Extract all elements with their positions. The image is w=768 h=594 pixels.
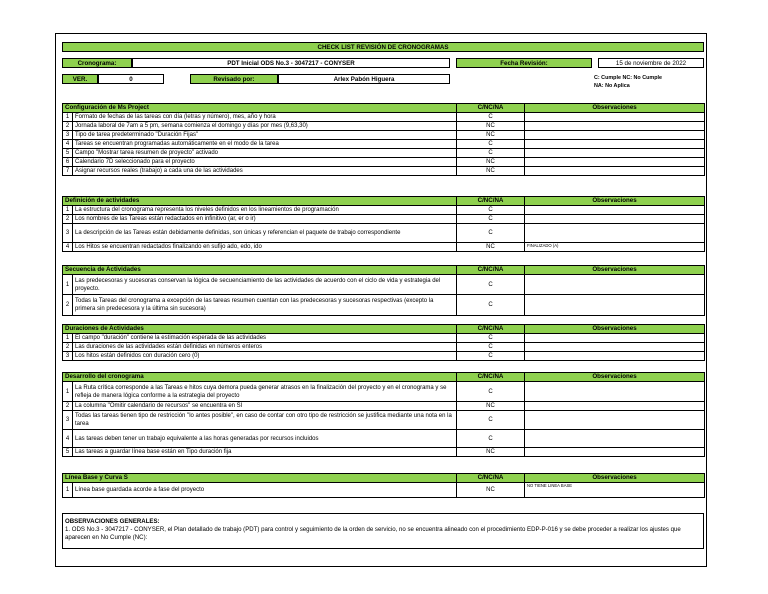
checklist-row: [63, 430, 705, 448]
row-observation: [525, 206, 705, 215]
checklist-row: [63, 243, 705, 252]
checklist-row: [63, 206, 705, 215]
section-header: [63, 373, 705, 382]
row-number: 2: [63, 343, 73, 352]
row-observation: [525, 158, 705, 167]
section-table: [62, 196, 705, 252]
observations-column-header: Observaciones: [525, 104, 705, 113]
row-status: C: [457, 343, 525, 352]
row-criterion: Jornada laboral de 7am a 5 pm, semana comienza el domingo y días por mes (9,63,30): [73, 122, 457, 131]
row-number: 4: [63, 140, 73, 149]
row-criterion: Los hitos están definidos con duración cero (0): [73, 352, 457, 361]
observations-column-header: Observaciones: [525, 197, 705, 206]
cronograma-value: PDT Inicial ODS No.3 - 3047217 - CONYSER: [132, 58, 450, 68]
checklist-title: CHECK LIST REVISIÓN DE CRONOGRAMAS: [62, 42, 704, 52]
row-criterion: La descripción de las Tareas están debidamente definidas, son únicas y referencian el paquete de trabajo correspondiente: [73, 224, 457, 243]
row-criterion: Línea base guardada acorde a fase del proyecto: [73, 483, 457, 498]
row-status: NC: [457, 483, 525, 498]
status-column-header: C/NC/NA: [457, 373, 525, 382]
section-table: [62, 324, 705, 361]
row-number: 2: [63, 215, 73, 224]
status-column-header: C/NC/NA: [457, 474, 525, 483]
status-column-header: C/NC/NA: [457, 266, 525, 275]
checklist-row: [63, 448, 705, 457]
row-status: C: [457, 140, 525, 149]
row-observation: [525, 402, 705, 411]
checklist-row: [63, 343, 705, 352]
row-criterion: Calendario 7D seleccionado para el proyecto: [73, 158, 457, 167]
row-criterion: Tareas se encuentran programadas automáticamente en el modo de la tarea: [73, 140, 457, 149]
checklist-row: [63, 140, 705, 149]
row-number: 3: [63, 411, 73, 430]
row-number: 4: [63, 243, 73, 252]
observations-column-header: Observaciones: [525, 325, 705, 334]
section-header: [63, 266, 705, 275]
checklist-row: [63, 334, 705, 343]
row-number: 6: [63, 158, 73, 167]
checklist-row: [63, 131, 705, 140]
row-status: C: [457, 352, 525, 361]
section-title: Duraciones de Actividades: [63, 325, 457, 334]
row-criterion: Las tareas deben tener un trabajo equivalente a las horas generadas por recursos incluidos: [73, 430, 457, 448]
row-criterion: La estructura del cronograma representa los niveles definidos en los lineamientos de programación: [73, 206, 457, 215]
row-number: 1: [63, 113, 73, 122]
status-column-header: C/NC/NA: [457, 104, 525, 113]
row-observation: [525, 122, 705, 131]
row-number: 1: [63, 483, 73, 498]
section-header: [63, 104, 705, 113]
row-observation: [525, 275, 705, 295]
row-criterion: Las predecesoras y sucesoras conservan la lógica de secuenciamiento de las actividades de acuerdo con el ciclo de vida y estrategia del proyecto.: [73, 275, 457, 295]
row-observation: FINALIZADO (A): [525, 243, 705, 252]
legend-line-1: C: Cumple NC: No Cumple: [594, 75, 662, 81]
version-value: 0: [98, 74, 164, 84]
row-criterion: Todas las tareas tienen tipo de restricción "lo antes posible", en caso de contar con otro tipo de restricción se justifica mediante una nota en la tarea: [73, 411, 457, 430]
section-title: Desarrollo del cronograma: [63, 373, 457, 382]
row-number: 5: [63, 448, 73, 457]
row-number: 3: [63, 131, 73, 140]
row-observation: [525, 140, 705, 149]
checklist-row: [63, 224, 705, 243]
row-observation: NO TIENE LINEA BASE: [525, 483, 705, 498]
checklist-row: [63, 167, 705, 176]
row-criterion: La columna "Omitir calendario de recursos" se encuentra en SI: [73, 402, 457, 411]
row-status: C: [457, 430, 525, 448]
row-status: NC: [457, 122, 525, 131]
row-observation: [525, 334, 705, 343]
row-status: NC: [457, 131, 525, 140]
checklist-row: [63, 352, 705, 361]
version-label: VER.: [62, 74, 98, 84]
checklist-row: [63, 158, 705, 167]
row-number: 7: [63, 167, 73, 176]
row-status: C: [457, 113, 525, 122]
row-observation: [525, 430, 705, 448]
general-observations-title: OBSERVACIONES GENERALES:: [65, 518, 160, 525]
checklist-row: [63, 149, 705, 158]
revisado-por-label: Revisado por:: [190, 74, 278, 84]
row-criterion: La Ruta crítica corresponde a las Tareas e hitos cuya demora pueda generar atrasos en la finalización del proyecto y en el cronograma y se refleja de manera lógica conforme a la estrategia del proyecto: [73, 382, 457, 402]
row-status: C: [457, 149, 525, 158]
row-number: 4: [63, 430, 73, 448]
row-number: 1: [63, 382, 73, 402]
checklist-row: [63, 113, 705, 122]
row-criterion: Los nombres de las Tareas están redactados en infinitivo (ar, er o ir): [73, 215, 457, 224]
row-criterion: Tipo de tarea predeterminado "Duración Fijas": [73, 131, 457, 140]
row-observation: [525, 215, 705, 224]
row-criterion: Asignar recursos reales (trabajo) a cada una de las actividades: [73, 167, 457, 176]
cronograma-label: Cronograma:: [62, 58, 132, 68]
row-number: 3: [63, 352, 73, 361]
observations-column-header: Observaciones: [525, 266, 705, 275]
checklist-row: [63, 215, 705, 224]
row-number: 1: [63, 275, 73, 295]
row-criterion: Las tareas a guardar línea base están en Tipo duración fija: [73, 448, 457, 457]
row-criterion: Campo "Mostrar tarea resumen de proyecto" activado: [73, 149, 457, 158]
row-observation: [525, 448, 705, 457]
section-title: Secuencia de Actividades: [63, 266, 457, 275]
row-criterion: Formato de fechas de las tareas con día (letras y número), mes, año y hora: [73, 113, 457, 122]
section-header: [63, 474, 705, 483]
row-status: C: [457, 215, 525, 224]
status-column-header: C/NC/NA: [457, 197, 525, 206]
checklist-row: [63, 402, 705, 411]
row-status: NC: [457, 448, 525, 457]
row-number: 2: [63, 122, 73, 131]
row-status: C: [457, 206, 525, 215]
row-status: C: [457, 295, 525, 316]
legend-line-2: NA: No Aplica: [594, 83, 630, 89]
row-status: NC: [457, 158, 525, 167]
observations-column-header: Observaciones: [525, 373, 705, 382]
fecha-revision-value: 15 de noviembre de 2022: [598, 58, 704, 68]
section-table: [62, 103, 705, 176]
section-table: [62, 372, 705, 457]
row-observation: [525, 411, 705, 430]
observations-column-header: Observaciones: [525, 474, 705, 483]
row-criterion: Las duraciones de las actividades están definidas en números enteros: [73, 343, 457, 352]
section-header: [63, 197, 705, 206]
row-number: 2: [63, 402, 73, 411]
checklist-row: [63, 295, 705, 316]
fecha-revision-label: Fecha Revisión:: [456, 58, 592, 68]
row-status: C: [457, 411, 525, 430]
row-criterion: El campo "duración" contiene la estimación esperada de las actividades: [73, 334, 457, 343]
row-observation: [525, 352, 705, 361]
row-status: C: [457, 382, 525, 402]
section-title: Línea Base y Curva S: [63, 474, 457, 483]
section-title: Definición de actividades: [63, 197, 457, 206]
row-status: NC: [457, 167, 525, 176]
row-status: C: [457, 275, 525, 295]
general-observations: [62, 513, 704, 549]
row-criterion: Todas la Tareas del cronograma a excepción de las tareas resumen cuentan con las predecesoras y sucesoras respectivas (excepto la primera sin predecesora y la última sin sucesora): [73, 295, 457, 316]
row-number: 1: [63, 206, 73, 215]
checklist-row: [63, 122, 705, 131]
row-observation: [525, 295, 705, 316]
row-status: C: [457, 334, 525, 343]
row-observation: [525, 382, 705, 402]
row-status: C: [457, 224, 525, 243]
row-number: 1: [63, 334, 73, 343]
status-legend: [594, 74, 704, 90]
status-column-header: C/NC/NA: [457, 325, 525, 334]
row-number: 5: [63, 149, 73, 158]
row-number: 2: [63, 295, 73, 316]
row-observation: [525, 167, 705, 176]
section-table: [62, 473, 705, 498]
checklist-row: [63, 483, 705, 498]
checklist-row: [63, 275, 705, 295]
section-header: [63, 325, 705, 334]
row-number: 3: [63, 224, 73, 243]
checklist-row: [63, 411, 705, 430]
row-criterion: Los Hitos se encuentran redactados finalizando en sufijo ado, edo, ido: [73, 243, 457, 252]
general-observations-text: 1. ODS No.3 - 3047217 - CONYSER, el Plan detallado de trabajo (PDT) para control y seguimiento de la orden de servicio, no se encuentra alineado con el procedimiento EDP-P-016 y se debe proceder a realizar los ajustes que aparecen en No Cumple (NC):: [65, 526, 681, 541]
row-observation: [525, 131, 705, 140]
row-observation: [525, 113, 705, 122]
revisado-por-value: Arlex Pabón Higuera: [278, 74, 450, 84]
section-table: [62, 265, 705, 316]
row-observation: [525, 149, 705, 158]
row-status: NC: [457, 402, 525, 411]
row-status: NC: [457, 243, 525, 252]
checklist-row: [63, 382, 705, 402]
section-title: Configuración de Ms Project: [63, 104, 457, 113]
row-observation: [525, 343, 705, 352]
row-observation: [525, 224, 705, 243]
